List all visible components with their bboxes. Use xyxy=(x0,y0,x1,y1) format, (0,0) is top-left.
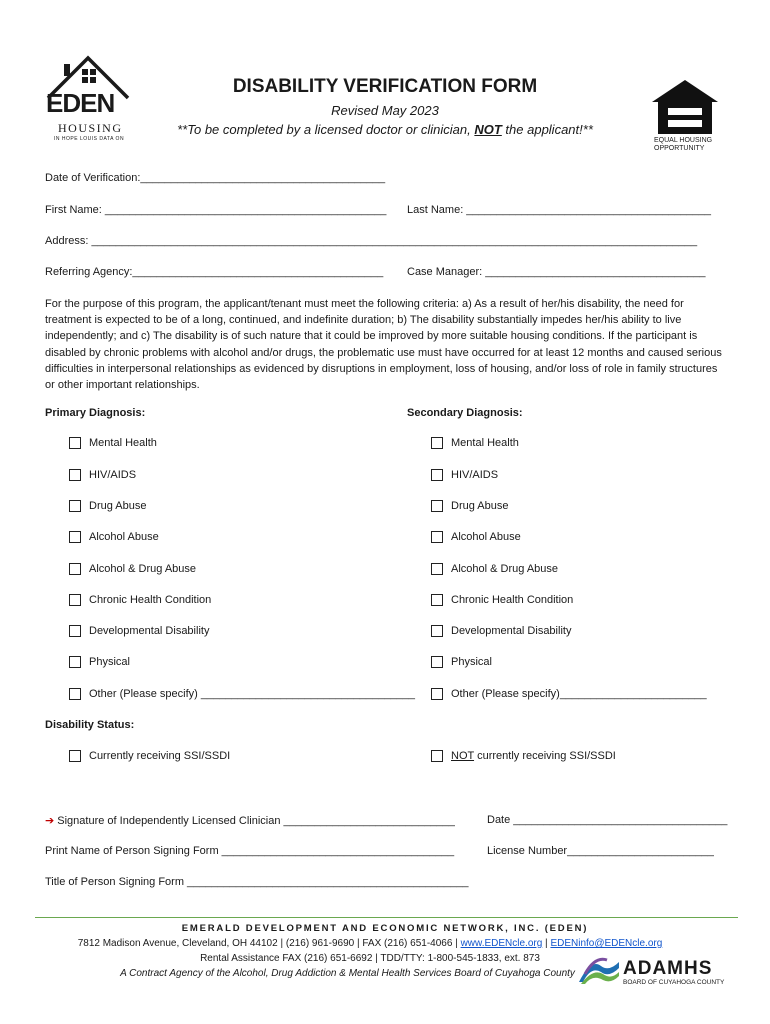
last-name-field[interactable]: Last Name: ________________________________________ xyxy=(407,204,712,216)
primary-checkbox[interactable] xyxy=(69,625,81,637)
primary-option-label: Alcohol Abuse xyxy=(89,531,159,543)
eho-line1: EQUAL HOUSING xyxy=(654,137,713,144)
primary-checkbox[interactable] xyxy=(69,469,81,481)
primary-checkbox[interactable] xyxy=(69,437,81,449)
primary-option-label[interactable]: Other (Please specify) ___________________________________ xyxy=(89,688,415,700)
primary-option-label: Mental Health xyxy=(89,437,157,449)
secondary-checkbox[interactable] xyxy=(431,594,443,606)
completion-note xyxy=(0,122,770,137)
primary-option-label: Physical xyxy=(89,656,130,668)
footer-contact xyxy=(0,938,740,949)
secondary-option-label: Mental Health xyxy=(451,437,519,449)
primary-option-label: Chronic Health Condition xyxy=(89,594,212,606)
not-receiving-rest: currently receiving SSI/SSDI xyxy=(474,750,616,762)
secondary-option-label: Developmental Disability xyxy=(451,625,572,637)
arrow-right-icon: ➔ xyxy=(45,815,55,827)
footer-org-name: EMERALD DEVELOPMENT AND ECONOMIC NETWORK, INC. (EDEN) xyxy=(181,923,589,934)
case-manager-field[interactable]: Case Manager: ____________________________________ xyxy=(407,266,706,278)
adamhs-name: ADAMHS xyxy=(623,958,713,979)
receiving-ssi-checkbox[interactable] xyxy=(69,750,81,762)
not-receiving-ssi-checkbox[interactable] xyxy=(431,750,443,762)
primary-option-label: Alcohol & Drug Abuse xyxy=(89,563,197,575)
primary-option-label: HIV/AIDS xyxy=(89,469,137,481)
secondary-checkbox[interactable] xyxy=(431,563,443,575)
secondary-option-label: Chronic Health Condition xyxy=(451,594,574,606)
note-post: the applicant!** xyxy=(501,122,593,137)
secondary-checkbox[interactable] xyxy=(431,688,443,700)
secondary-option-label: Alcohol & Drug Abuse xyxy=(451,563,559,575)
logo-name: EDEN xyxy=(46,88,115,118)
primary-checkbox[interactable] xyxy=(69,500,81,512)
signature-field[interactable] xyxy=(45,814,455,827)
note-pre: **To be completed by a licensed doctor or clinician, xyxy=(177,122,475,137)
print-name-field[interactable]: Print Name of Person Signing Form ______________________________________ xyxy=(45,845,455,857)
criteria-paragraph: For the purpose of this program, the applicant/tenant must meet the following criteria: a) As a result of her/his disability, the need for treatment is expected to be of a long, continued, and indefinite duration; b) The disability substantially impedes her/his ability to live independently; and c) The disability is of such nature that it could be improved by more suitable housing conditions. If the participant is disabled by chronic problems with alcohol and/or drugs, the problematic use must have occurred for at least 12 months and caused serious difficulties in interpersonal relationships as evidenced by disruptions in employment, loss of housing, and/or loss of role in family structures or other important relationships. xyxy=(45,298,722,392)
title-of-signer-field[interactable]: Title of Person Signing Form ______________________________________________ xyxy=(45,876,469,888)
secondary-checkbox[interactable] xyxy=(431,656,443,668)
secondary-option-label: Physical xyxy=(451,656,492,668)
primary-option-label: Drug Abuse xyxy=(89,500,147,512)
secondary-option-label[interactable]: Other (Please specify)________________________ xyxy=(451,688,707,700)
secondary-checkbox[interactable] xyxy=(431,625,443,637)
adamhs-mountain-icon xyxy=(577,952,621,986)
referring-agency-field[interactable]: Referring Agency:_________________________________________ xyxy=(45,266,384,278)
footer-rental-assistance: Rental Assistance FAX (216) 651-6692 | TDD/TTY: 1-800-545-1833, ext. 873 xyxy=(200,953,540,964)
footer-divider xyxy=(35,917,738,918)
first-name-field[interactable]: First Name: ______________________________________________ xyxy=(45,204,387,216)
primary-checkbox[interactable] xyxy=(69,594,81,606)
adamhs-sub: BOARD OF CUYAHOGA COUNTY xyxy=(623,979,725,986)
footer-separator: | xyxy=(542,938,551,949)
license-number-field[interactable]: License Number________________________ xyxy=(487,845,714,857)
address-field[interactable]: Address: ___________________________________________________________________________________________________ xyxy=(45,235,698,247)
secondary-option-label: Drug Abuse xyxy=(451,500,509,512)
disability-status-heading: Disability Status: xyxy=(45,719,135,731)
secondary-checkbox[interactable] xyxy=(431,437,443,449)
secondary-checkbox[interactable] xyxy=(431,469,443,481)
primary-checkbox[interactable] xyxy=(69,656,81,668)
logo-housing: HOUSING xyxy=(58,121,123,135)
adamhs-logo xyxy=(577,952,727,990)
secondary-checkbox[interactable] xyxy=(431,500,443,512)
logo-tagline: IN HOPE LOUIS DATA ON xyxy=(54,136,125,142)
email-link[interactable]: EDENinfo@EDENcle.org xyxy=(550,938,663,949)
not-emphasis: NOT xyxy=(451,750,475,762)
form-title: DISABILITY VERIFICATION FORM xyxy=(232,76,538,97)
date-of-verification-field[interactable]: Date of Verification:________________________________________ xyxy=(45,172,386,184)
secondary-option-label: HIV/AIDS xyxy=(451,469,499,481)
primary-diagnosis-heading: Primary Diagnosis: xyxy=(45,407,146,419)
date-field[interactable]: Date ___________________________________ xyxy=(487,814,728,826)
note-emphasis: NOT xyxy=(474,122,502,137)
website-link[interactable]: www.EDENcle.org xyxy=(460,938,543,949)
footer-address: 7812 Madison Avenue, Cleveland, OH 44102 | (216) 961-9690 | FAX (216) 651-4066 | xyxy=(77,938,461,949)
primary-checkbox[interactable] xyxy=(69,563,81,575)
not-receiving-ssi-label xyxy=(451,750,616,762)
primary-option-label: Developmental Disability xyxy=(89,625,210,637)
signature-label: Signature of Independently Licensed Clinician ____________________________ xyxy=(57,815,455,827)
secondary-option-label: Alcohol Abuse xyxy=(451,531,521,543)
secondary-diagnosis-heading: Secondary Diagnosis: xyxy=(407,407,523,419)
receiving-ssi-label: Currently receiving SSI/SSDI xyxy=(89,750,231,762)
footer-agency-note: A Contract Agency of the Alcohol, Drug Addiction & Mental Health Services Board of Cuyahoga County xyxy=(120,968,575,979)
eho-line2: OPPORTUNITY xyxy=(654,145,705,152)
primary-checkbox[interactable] xyxy=(69,531,81,543)
secondary-checkbox[interactable] xyxy=(431,531,443,543)
primary-checkbox[interactable] xyxy=(69,688,81,700)
revised-date: Revised May 2023 xyxy=(331,103,439,118)
